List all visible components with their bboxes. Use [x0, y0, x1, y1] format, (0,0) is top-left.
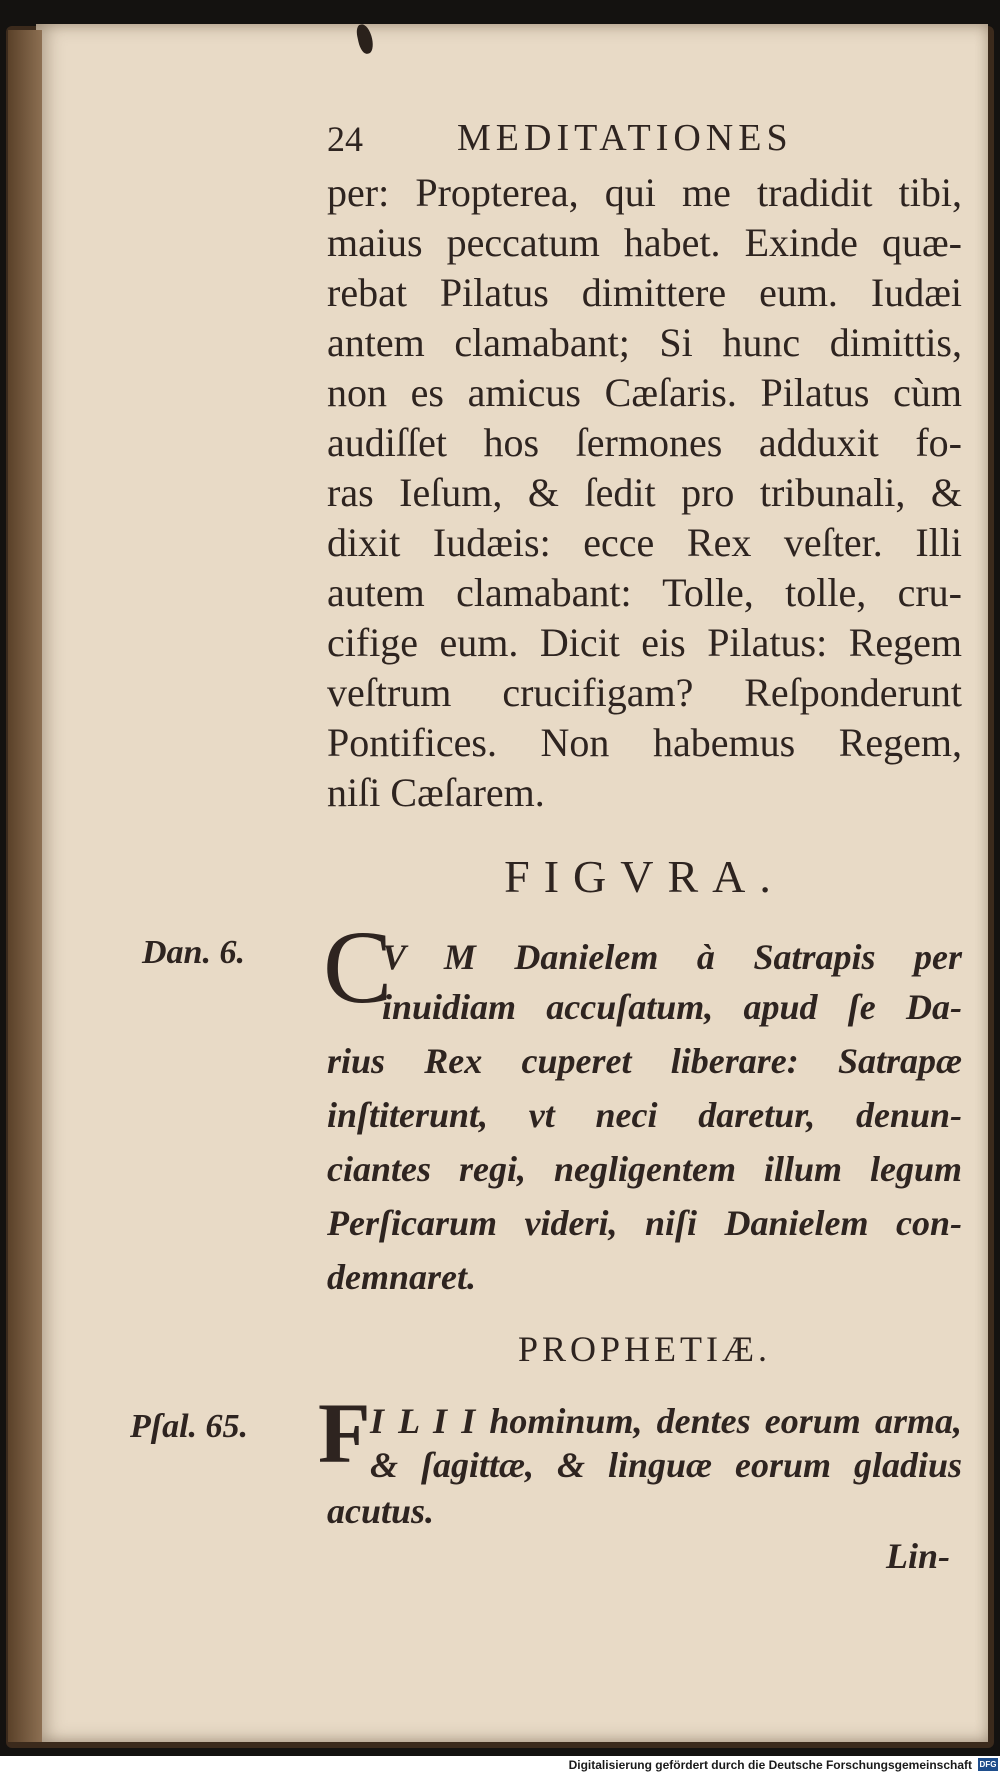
catchword: Lin-: [885, 1536, 950, 1576]
body-line: dixit Iudæis: ecce Rex veſter. Illi: [327, 520, 962, 565]
body-line: per: Propterea, qui me tradidit tibi,: [327, 170, 962, 215]
body-line: cifige eum. Dicit eis Pilatus: Regem: [327, 620, 962, 665]
body-line: Pontifices. Non habemus Regem,: [327, 720, 962, 765]
drop-cap-c: C: [323, 910, 393, 1025]
body-line: rebat Pilatus dimittere eum. Iudæi: [327, 270, 962, 315]
marginal-note-daniel: Dan. 6.: [142, 934, 245, 971]
prophetiae-line: acutus.: [327, 1491, 435, 1531]
body-line: autem clamabant: Tolle, tolle, cru-: [327, 570, 962, 615]
figura-line: inſtiterunt, vt neci daretur, denun-: [327, 1095, 962, 1135]
body-line: maius peccatum habet. Exinde quæ-: [327, 220, 962, 265]
figura-line: ciantes regi, negligentem illum legum: [327, 1149, 962, 1189]
section-heading-figura: FIGVRA.: [504, 851, 785, 902]
figura-line: V M Danielem à Satrapis per: [382, 937, 962, 977]
drop-cap-f: F: [318, 1385, 371, 1481]
page-spine-shadow: [8, 30, 42, 1742]
body-line: ras Ieſum, & ſedit pro tribunali, &: [327, 470, 962, 515]
running-header: [327, 116, 887, 162]
marginal-note-psalm: Pſal. 65.: [130, 1408, 249, 1445]
running-title: MEDITATIONES: [457, 117, 793, 159]
prophetiae-line: I L I I hominum, dentes eorum arma,: [370, 1401, 962, 1441]
body-line: niſi Cæſarem.: [327, 770, 545, 815]
body-line: veſtrum crucifigam? Reſponderunt: [327, 670, 962, 715]
body-line: non es amicus Cæſaris. Pilatus cùm: [327, 370, 962, 415]
figura-line: inuidiam accuſatum, apud ſe Da-: [382, 987, 962, 1027]
figura-line: rius Rex cuperet liberare: Satrapæ: [327, 1041, 962, 1081]
body-line: antem clamabant; Si hunc dimittis,: [327, 320, 962, 365]
figura-line: Perſicarum videri, niſi Danielem con-: [327, 1203, 962, 1243]
prophetiae-line: & ſagittæ, & linguæ eorum gladius: [370, 1445, 962, 1485]
page-number: 24: [327, 119, 363, 159]
figura-line: demnaret.: [327, 1257, 476, 1297]
body-line: audiſſet hos ſermones adduxit fo-: [327, 420, 962, 465]
dfg-logo-icon: DFG: [979, 1760, 997, 1769]
footer-credit: Digitalisierung gefördert durch die Deutsche Forschungsgemeinschaft: [568, 1758, 972, 1772]
section-heading-prophetiae: PROPHETIÆ.: [517, 1329, 772, 1369]
